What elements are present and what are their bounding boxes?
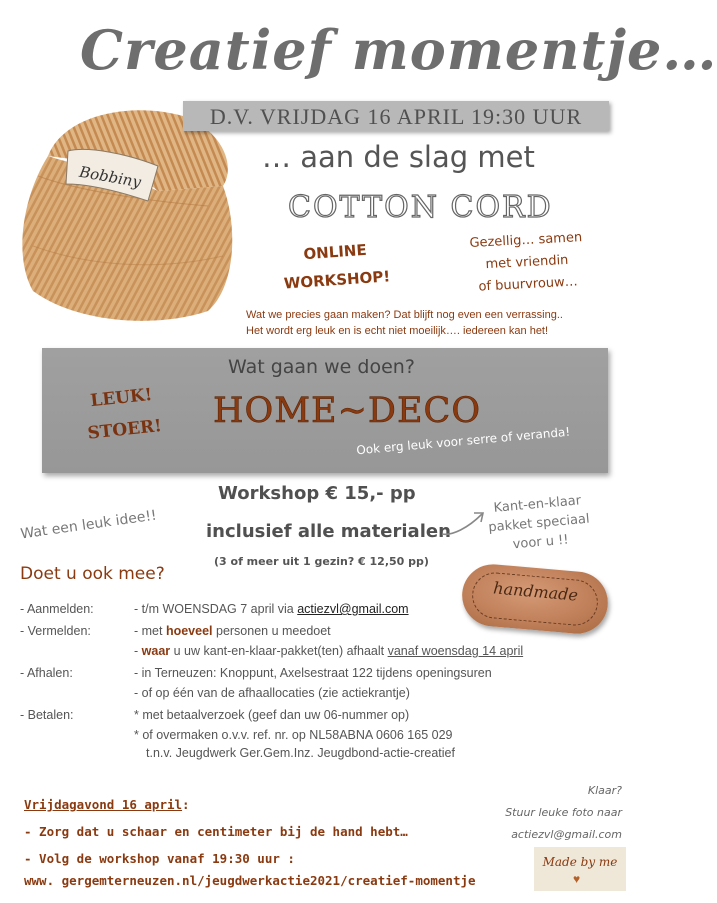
prepare-line: - Zorg dat u schaar en centimeter bij de hand hebt… (24, 824, 408, 839)
friday-heading-text: Vrijdagavond 16 april (24, 797, 183, 812)
waar-value (134, 644, 523, 658)
betalen-value-1: * met betaalverzoek (geef dan uw 06-nummer op) (134, 708, 410, 722)
kant-line: pakket speciaal (487, 511, 591, 536)
afhalen-value-2: - of op één van de afhaallocaties (zie actiekrantje) (134, 686, 410, 700)
photo-callout (476, 780, 622, 846)
serre-subline: Ook erg leuk voor serre of veranda! (355, 424, 571, 458)
made-by-me-text: Made by me (542, 855, 618, 869)
tagline: … aan de slag met (262, 140, 535, 174)
kant-line: voor u !! (512, 532, 570, 553)
surprise-text (246, 307, 642, 339)
aanmelden-text: - t/m WOENSDAG 7 april via (134, 602, 298, 616)
heart-icon: ♥ (573, 872, 581, 886)
gezellig-line: Gezellig… samen (469, 230, 583, 251)
gezellig-line: of buurvrouw… (478, 274, 579, 295)
afhalen-value-1: - in Terneuzen: Knoppunt, Axelsestraat 122 tijdens openingsuren (134, 666, 492, 680)
vermelden-value (134, 624, 331, 638)
stoer-text: STOER! (86, 416, 163, 444)
surprise-line: Het wordt erg leuk en is echt niet moeilijk…. iedereen kan het! (246, 325, 549, 337)
page-title: Creatief momentje… (80, 18, 717, 82)
gezellig-line: met vriendin (485, 252, 569, 273)
aanmelden-label: - Aanmelden: (20, 602, 94, 616)
surprise-line: Wat we precies gaan maken? Dat blijft nog even een verrassing.. (246, 309, 563, 321)
follow-line: - Volg de workshop vanaf 19:30 uur : (24, 851, 295, 866)
family-discount: (3 of meer uit 1 gezin? € 12,50 pp) (214, 555, 429, 568)
product-name: COTTON CORD (288, 190, 553, 225)
kant-en-klaar-callout (482, 490, 597, 556)
handmade-tag-text: handmade (492, 578, 579, 605)
made-by-me-stamp (534, 847, 626, 891)
hoeveel-emphasis: hoeveel (165, 624, 213, 638)
waar-mid: u uw kant-en-klaar-pakket(ten) afhaalt (170, 644, 388, 658)
cord-label-text: Bobbiny (77, 162, 143, 192)
arrow-icon (438, 504, 488, 540)
betalen-value-3: t.n.v. Jeugdwerk Ger.Gem.Inz. Jeugdbond-actie-creatief (146, 746, 455, 760)
friday-heading (24, 797, 190, 812)
kant-line: Kant-en-klaar (493, 493, 582, 516)
betalen-label: - Betalen: (20, 708, 74, 722)
waar-pre: - (134, 644, 142, 658)
betalen-value-2: * of overmaken o.v.v. ref. nr. op NL58ABNA 0606 165 029 (134, 728, 453, 742)
event-date: D.V. VRIJDAG 16 APRIL 19:30 UUR (209, 104, 583, 129)
vermelden-post: personen u meedoet (212, 624, 331, 638)
leuk-stoer-callout (65, 376, 181, 451)
online-line: ONLINE (302, 240, 368, 264)
vermelden-pre: - met (134, 624, 166, 638)
pickup-date: vanaf woensdag 14 april (387, 644, 524, 658)
leuk-text: LEUK! (89, 384, 154, 412)
klaar-line: Klaar? (587, 784, 622, 797)
photo-email: actiezvl@gmail.com (511, 828, 622, 841)
workshop-price: Workshop € 15,- pp (218, 483, 416, 504)
join-heading: Doet u ook mee? (20, 564, 165, 584)
afhalen-label: - Afhalen: (20, 666, 73, 680)
klaar-line: Stuur leuke foto naar (505, 806, 622, 819)
waar-emphasis: waar (141, 644, 171, 658)
what-question: Wat gaan we doen? (228, 356, 415, 378)
friday-heading-colon: : (182, 797, 190, 812)
gezellig-callout (460, 227, 593, 300)
idee-callout: Wat een leuk idee!! (19, 507, 158, 543)
vermelden-label: - Vermelden: (20, 624, 91, 638)
aanmelden-value (134, 602, 409, 616)
handmade-tag (460, 562, 611, 636)
date-banner (183, 101, 609, 131)
includes-materials: inclusief alle materialen (206, 521, 451, 542)
home-deco-headline: HOME~DECO (213, 391, 482, 431)
workshop-url-link[interactable]: www. gergemterneuzen.nl/jeugdwerkactie2021/creatief-momentje (24, 873, 476, 888)
online-workshop-callout (264, 233, 408, 299)
signup-email-link[interactable]: actiezvl@gmail.com (297, 602, 409, 616)
workshop-line: WORKSHOP! (283, 267, 391, 293)
